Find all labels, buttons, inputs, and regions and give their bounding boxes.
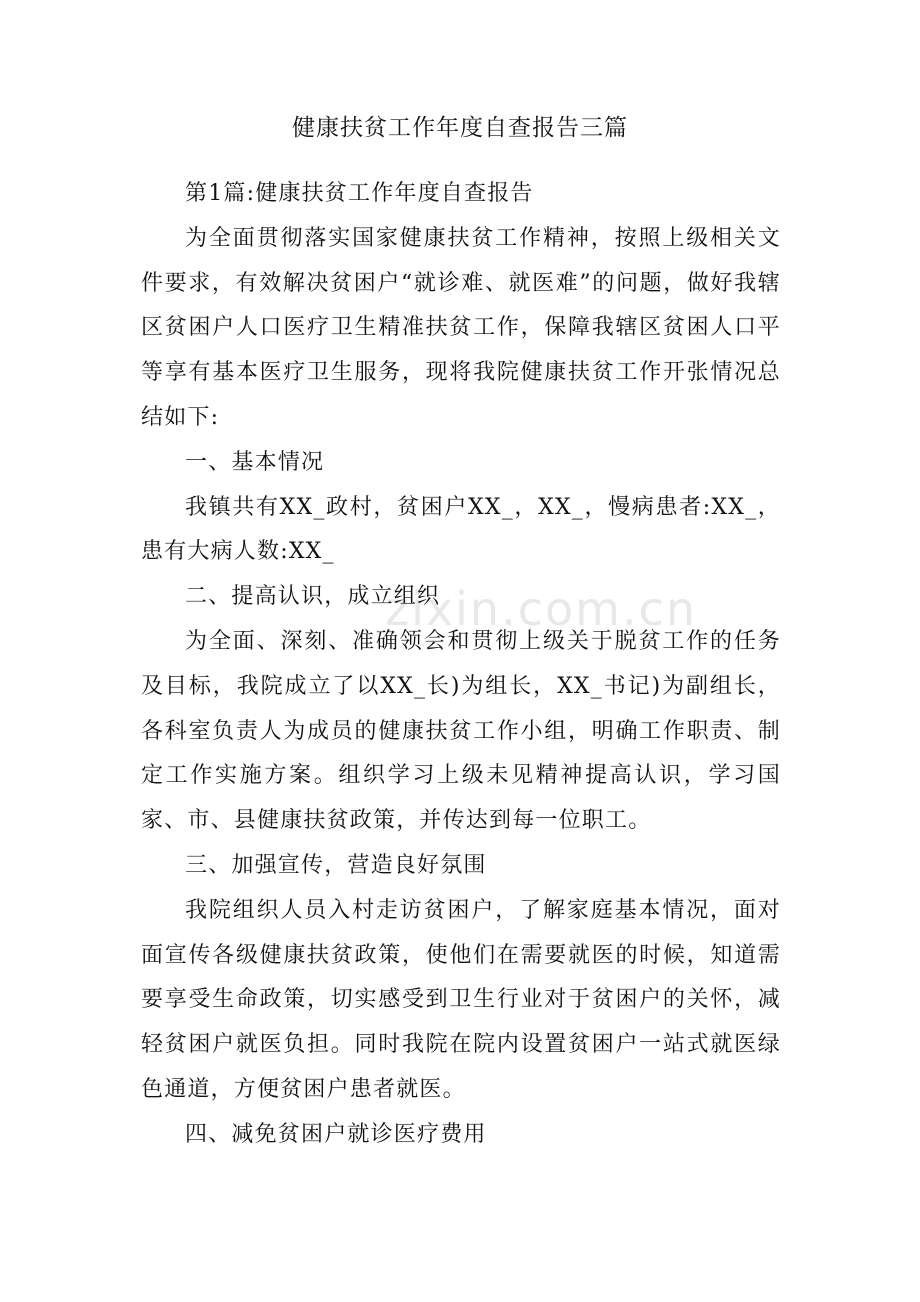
section-heading: 四、减免贫困户就诊医疗费用	[185, 1121, 487, 1147]
watermark: zixin.com.cn	[385, 582, 698, 636]
body-paragraph: 为全面、深刻、准确领会和贯彻上级关于脱贫工作的任务及目标，我院成立了以XX_长)为组长，XX_书记)为副组长，各科室负责人为成员的健康扶贫工作小组，明确工作职责、制定工作实施方案。组织学习上级未见精神提高认识，学习国家、市、县健康扶贫政策，并传达到每一位职工。	[141, 628, 781, 834]
section-heading: 第1篇:健康扶贫工作年度自查报告	[185, 181, 534, 206]
section-heading: 三、加强宣传，营造良好氛围	[185, 852, 487, 878]
document-title: 健康扶贫工作年度自查报告三篇	[292, 115, 628, 141]
body-paragraph: 我院组织人员入村走访贫困户，了解家庭基本情况，面对面宣传各级健康扶贫政策，使他们在需要就医的时候，知道需要享受生命政策，切实感受到卫生行业对于贫困户的关怀，减轻贫困户就医负担。同时我院在院内设置贫困户一站式就医绿色通道，方便贫困户患者就医。	[141, 897, 781, 1102]
section-heading: 一、基本情况	[185, 449, 325, 475]
body-paragraph: 为全面贯彻落实国家健康扶贫工作精神，按照上级相关文件要求，有效解决贫困户“就诊难、就医难”的问题，做好我辖区贫困户人口医疗卫生精准扶贫工作，保障我辖区贫困人口平等享有基本医疗卫生服务，现将我院健康扶贫工作开张情况总结如下:	[141, 225, 781, 430]
body-paragraph: 我镇共有XX_政村，贫困户XX_，XX_，慢病患者:XX_，患有大病人数:XX_	[141, 494, 781, 565]
document-body	[141, 172, 781, 1158]
section-heading: 二、提高认识，成立组织	[185, 584, 441, 610]
